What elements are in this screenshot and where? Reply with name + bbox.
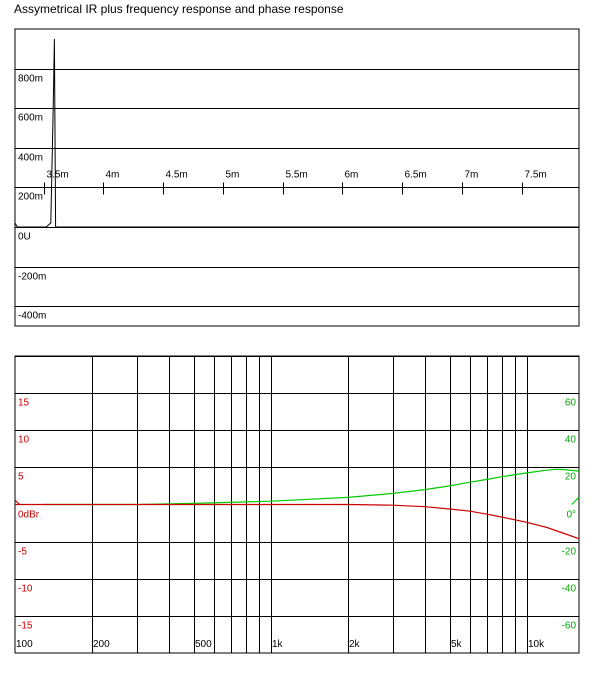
fr-right-y-tick-label: 60 xyxy=(564,397,576,409)
fr-right-y-tick-label: 40 xyxy=(564,434,576,446)
ir-y-tick-label: -200m xyxy=(18,271,47,283)
ir-x-tick-label: 3.5m xyxy=(46,169,69,181)
ir-x-tick-label: 5m xyxy=(225,169,240,181)
ir-y-tick-label: 400m xyxy=(18,152,44,164)
fr-right-y-tick-label: 0° xyxy=(566,509,576,521)
ir-x-tick-label: 7m xyxy=(464,169,479,181)
fr-left-y-tick-label: 5 xyxy=(18,471,24,483)
fr-right-y-tick-label: 20 xyxy=(564,471,576,483)
fr-left-y-tick-label: -10 xyxy=(18,583,33,595)
fr-right-y-tick-label: -20 xyxy=(561,546,576,558)
fr-x-tick-label: 500 xyxy=(195,639,212,650)
fr-x-tick-label: 2k xyxy=(349,639,360,650)
fr-x-tick-label: 5k xyxy=(451,639,462,650)
ir-x-tick-label: 6.5m xyxy=(404,169,427,181)
ir-x-tick-label: 4.5m xyxy=(165,169,188,181)
impulse-response-panel xyxy=(15,29,579,326)
fr-x-tick-label: 10k xyxy=(528,639,545,650)
ir-x-tick-label: 6m xyxy=(344,169,359,181)
fr-x-tick-label: 1k xyxy=(272,639,283,650)
fr-right-y-tick-label: -60 xyxy=(561,620,576,632)
ir-y-tick-label: 800m xyxy=(18,73,44,85)
fr-left-y-tick-label: -5 xyxy=(18,546,27,558)
ir-x-tick-label: 7.5m xyxy=(524,169,547,181)
ir-x-tick-label: 5.5m xyxy=(285,169,308,181)
frequency-response-panel xyxy=(15,356,579,653)
ir-y-tick-label: 600m xyxy=(18,112,44,124)
ir-y-tick-label: 200m xyxy=(18,191,44,203)
fr-left-y-tick-label: 10 xyxy=(18,434,30,446)
ir-y-tick-label: 0U xyxy=(18,231,31,243)
fr-right-y-tick-label: -40 xyxy=(561,583,576,595)
fr-left-y-tick-label: 0dBr xyxy=(18,509,40,521)
ir-y-tick-label: -400m xyxy=(18,310,47,322)
ir-x-tick-label: 4m xyxy=(105,169,120,181)
chart-title: Assymetrical IR plus frequency response and phase response xyxy=(14,2,344,16)
fr-x-tick-label: 200 xyxy=(93,639,110,650)
fr-left-y-tick-label: 15 xyxy=(18,397,30,409)
fr-left-y-tick-label: -15 xyxy=(18,620,33,632)
fr-x-tick-label: 100 xyxy=(16,639,33,650)
